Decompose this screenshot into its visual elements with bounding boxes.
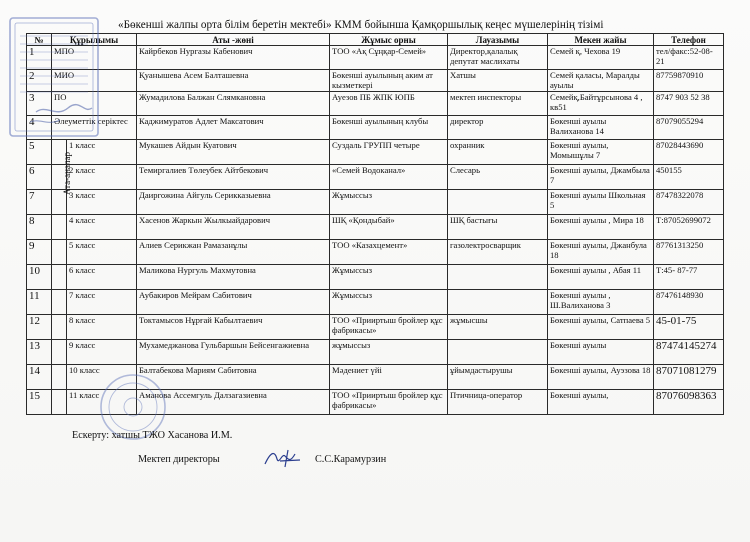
row-phone: 87478322078 — [654, 190, 724, 215]
row-position: Птичница-оператор — [448, 390, 548, 415]
row-phone: 45-01-75 — [654, 315, 724, 340]
row-work: ТОО «Прииртыш бройлер құс фабрикасы» — [330, 315, 448, 340]
row-phone: 87474145274 — [654, 340, 724, 365]
row-num: 12 — [27, 315, 52, 340]
row-num: 3 — [27, 92, 52, 116]
row-num: 1 — [27, 46, 52, 70]
row-phone: 87071081279 — [654, 365, 724, 390]
table-row — [27, 46, 724, 70]
row-structure-wrap — [52, 265, 137, 290]
row-structure: ПО — [52, 92, 137, 116]
row-num: 15 — [27, 390, 52, 415]
row-address: Бөкенші ауылы Школьная 5 — [548, 190, 654, 215]
row-address: Бөкенші ауылы, Ауэзова 18 — [548, 365, 654, 390]
row-name: Мукашев Айдын Куатович — [137, 140, 330, 165]
row-structure: 4 класс — [69, 215, 96, 225]
row-structure-wrap — [52, 240, 137, 265]
row-phone: тел/факс:52-08-21 — [654, 46, 724, 70]
header-name: Аты -жөні — [137, 34, 330, 46]
row-num: 7 — [27, 190, 52, 215]
row-structure-wrap — [52, 315, 137, 340]
parents-group-cell — [52, 240, 67, 264]
row-address: Бөкенші ауылы , Мира 18 — [548, 215, 654, 240]
director-label: Мектеп директоры — [138, 454, 220, 465]
row-position: Слесарь — [448, 165, 548, 190]
row-position: директор — [448, 116, 548, 140]
row-position: мектеп инспекторы — [448, 92, 548, 116]
row-phone: 87759870910 — [654, 70, 724, 92]
row-phone: 87476148930 — [654, 290, 724, 315]
row-address: Бөкенші ауылы Валиханова 14 — [548, 116, 654, 140]
row-position: Хатшы — [448, 70, 548, 92]
row-position: Директор,қалалық депутат маслихаты — [448, 46, 548, 70]
row-position — [448, 265, 548, 290]
row-name: Балтабекова Мариям Сабитовна — [137, 365, 330, 390]
parents-group-label: Ата-аналар — [62, 152, 72, 195]
row-phone: 87079055294 — [654, 116, 724, 140]
row-work: ТОО «Ақ Сұңқар-Семей» — [330, 46, 448, 70]
row-name: Мухамеджанова Гульбаршын Бейсенгажиевна — [137, 340, 330, 365]
row-structure-wrap — [52, 290, 137, 315]
row-name: Кайрбеков Нургазы Кабенович — [137, 46, 330, 70]
row-structure: 3 класс — [69, 190, 96, 200]
row-num: 13 — [27, 340, 52, 365]
row-address: Бөкенші ауылы, Момышұлы 7 — [548, 140, 654, 165]
row-structure: 10 класс — [69, 365, 100, 375]
row-work: Жұмыссыз — [330, 290, 448, 315]
row-address: Бөкенші ауылы , Абая 11 — [548, 265, 654, 290]
row-name: Қуанышева Асем Балташевна — [137, 70, 330, 92]
director-name: С.С.Карамурзин — [315, 454, 387, 465]
row-name: Токтамысов Нұрғай Кабылтаевич — [137, 315, 330, 340]
parents-group-cell — [52, 215, 67, 239]
row-work: Ауезов ПБ ЖПК ЮПБ — [330, 92, 448, 116]
footnote-secretary: Ескерту: хатшы ТЖО Хасанова И.М. — [72, 430, 233, 441]
row-num: 10 — [27, 265, 52, 290]
row-address: Бөкенші ауылы — [548, 340, 654, 365]
row-position: ШҚ бастығы — [448, 215, 548, 240]
parents-group-cell — [52, 265, 67, 289]
row-structure-wrap — [52, 340, 137, 365]
row-work: ШҚ «Қондыбай» — [330, 215, 448, 240]
header-position: Лауазымы — [448, 34, 548, 46]
parents-group-cell — [52, 390, 67, 414]
row-phone: 450155 — [654, 165, 724, 190]
row-num: 9 — [27, 240, 52, 265]
row-address: Бөкенші ауылы, Джамбыла 7 — [548, 165, 654, 190]
row-work: Бөкенші ауылының клубы — [330, 116, 448, 140]
row-name: Даиргожина Айгуль Серикказыевна — [137, 190, 330, 215]
table-row — [27, 116, 724, 140]
header-address: Мекен жайы — [548, 34, 654, 46]
row-phone: Т:45- 87-77 — [654, 265, 724, 290]
row-name: Жумадилова Балжан Слямкановна — [137, 92, 330, 116]
row-name: Алиев Серикжан Рамазанұлы — [137, 240, 330, 265]
row-address: Бөкенші ауылы, Джанбула 18 — [548, 240, 654, 265]
header-num: № — [27, 34, 52, 46]
document-title: «Бөкенші жалпы орта білім беретін мектебі» КММ бойынша Қамқоршылық кеңес мүшелерінің тізімі — [118, 19, 604, 31]
header-phone: Телефон — [654, 34, 724, 46]
row-work: жұмыссыз — [330, 340, 448, 365]
row-work: Жұмыссыз — [330, 190, 448, 215]
row-num: 8 — [27, 215, 52, 240]
table-row — [27, 240, 724, 265]
parents-group-cell — [52, 290, 67, 314]
row-work: ТОО «Казахцемент» — [330, 240, 448, 265]
header-work: Жұмыс орны — [330, 34, 448, 46]
row-phone: Т:87052699072 — [654, 215, 724, 240]
table-row — [27, 315, 724, 340]
table-row — [27, 70, 724, 92]
row-name: Аубакиров Мейрам Сабитович — [137, 290, 330, 315]
row-structure: 2 класс — [69, 165, 96, 175]
row-structure: Әлеуметтік серіктес — [52, 116, 137, 140]
row-structure: 5 класс — [69, 240, 96, 250]
row-position: жұмысшы — [448, 315, 548, 340]
row-num: 11 — [27, 290, 52, 315]
row-work: Мәдениет үйі — [330, 365, 448, 390]
row-num: 2 — [27, 70, 52, 92]
header-structure: Құрылымы — [52, 34, 137, 46]
parents-group-cell — [52, 365, 67, 389]
row-work: Суздаль ГРУПП четыре — [330, 140, 448, 165]
row-name: Аманова Ассемгуль Далзагазиевна — [137, 390, 330, 415]
table-row — [27, 290, 724, 315]
row-structure: 7 класс — [69, 290, 96, 300]
row-address: Бөкенші ауылы, Сатпаева 5 — [548, 315, 654, 340]
members-table — [26, 33, 724, 415]
table-row — [27, 190, 724, 215]
row-name: Маликова Нургуль Махмутовна — [137, 265, 330, 290]
row-work: «Семей Водоканал» — [330, 165, 448, 190]
row-phone: 87028443690 — [654, 140, 724, 165]
row-address: Семейқ,Байтұрсынова 4 , кв51 — [548, 92, 654, 116]
row-position — [448, 290, 548, 315]
parents-group-cell — [52, 315, 67, 339]
row-num: 6 — [27, 165, 52, 190]
row-work: Жұмыссыз — [330, 265, 448, 290]
table-row — [27, 92, 724, 116]
row-address: Бөкенші ауылы , Ш.Валиханова 3 — [548, 290, 654, 315]
row-name: Каджимуратов Адлет Максатович — [137, 116, 330, 140]
row-position: газолектросварщик — [448, 240, 548, 265]
table-header-row — [27, 34, 724, 46]
row-structure: 8 класс — [69, 315, 96, 325]
row-structure: 9 класс — [69, 340, 96, 350]
row-address: Семей қ, Чехова 19 — [548, 46, 654, 70]
row-position — [448, 190, 548, 215]
parents-group-cell — [52, 340, 67, 364]
row-phone: 8747 903 52 38 — [654, 92, 724, 116]
director-signature-icon — [262, 447, 304, 469]
row-work: ТОО «Прииртыш бройлер құс фабрикасы» — [330, 390, 448, 415]
table-row — [27, 140, 724, 165]
row-position: ұйымдастырушы — [448, 365, 548, 390]
table-row — [27, 265, 724, 290]
row-address: Бөкенші ауылы, — [548, 390, 654, 415]
row-address: Семей қаласы, Маралды ауылы — [548, 70, 654, 92]
row-structure: МИО — [52, 70, 137, 92]
row-structure: МПО — [52, 46, 137, 70]
row-num: 14 — [27, 365, 52, 390]
row-num: 5 — [27, 140, 52, 165]
row-phone: 87761313250 — [654, 240, 724, 265]
row-structure: 11 класс — [69, 390, 100, 400]
table-row — [27, 165, 724, 190]
row-position — [448, 340, 548, 365]
row-name: Хасенов Жаркын Жылкыайдарович — [137, 215, 330, 240]
row-work: Бөкенші ауылының аким ат кызметкері — [330, 70, 448, 92]
row-structure: 6 класс — [69, 265, 96, 275]
row-structure-wrap — [52, 215, 137, 240]
row-phone: 87076098363 — [654, 390, 724, 415]
table-row — [27, 340, 724, 365]
row-structure: 1 класс — [69, 140, 96, 150]
row-num: 4 — [27, 116, 52, 140]
table-row — [27, 215, 724, 240]
row-position: охранник — [448, 140, 548, 165]
row-name: Темиргалиев Төлеубек Айтбекович — [137, 165, 330, 190]
